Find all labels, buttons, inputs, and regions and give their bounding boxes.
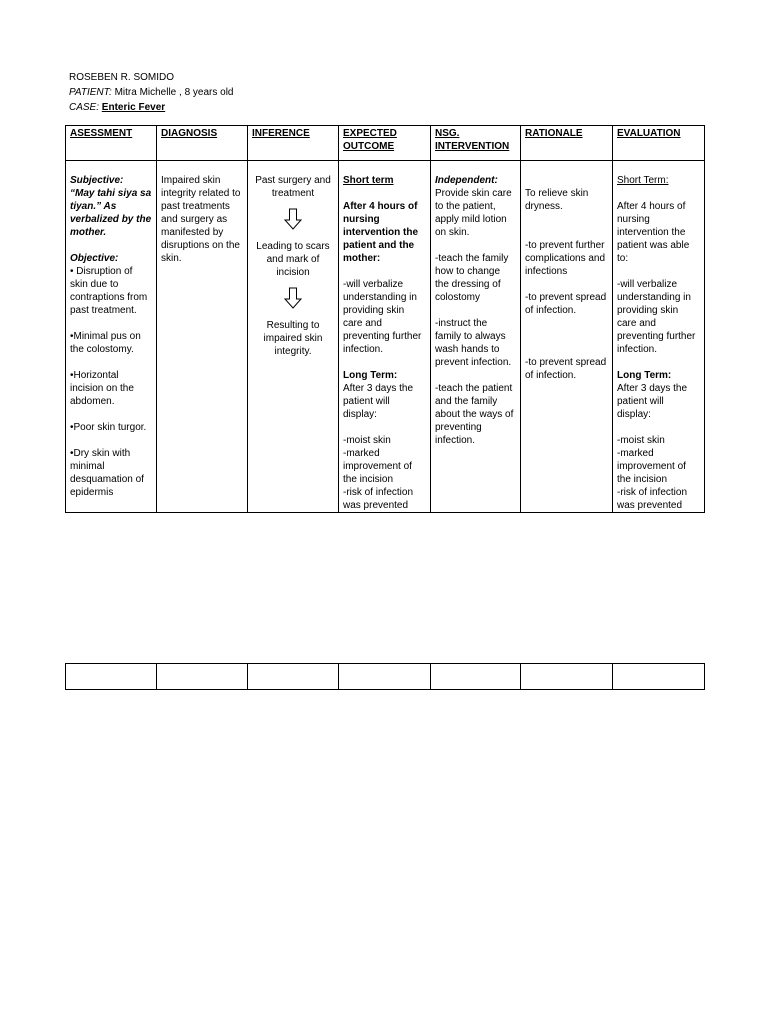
table-header-row — [66, 126, 705, 161]
empty-cell — [66, 664, 157, 690]
rationale-item: -to prevent spread of infection. — [525, 357, 607, 381]
inference-step: Resulting to impaired skin integrity. — [263, 320, 323, 357]
long-term-item: -marked improvement of the incision — [343, 448, 412, 485]
intervention-item: -instruct the family to always wash hands to prevent infection. — [435, 318, 512, 368]
patient-value: Mitra Michelle , 8 years old — [114, 87, 234, 98]
down-arrow-icon — [284, 287, 302, 309]
rationale-item: To relieve skin dryness. — [525, 188, 589, 212]
diagnosis-cell — [157, 161, 248, 513]
empty-cell — [521, 664, 613, 690]
diagnosis-text: Impaired skin integrity related to past treatments and surgery as manifested by disruptions on the skin. — [161, 175, 241, 264]
assessment-cell — [66, 161, 157, 513]
long-term-label: Long Term: — [617, 370, 672, 381]
rationale-cell — [521, 161, 613, 513]
case-line — [69, 100, 234, 115]
short-term-label: Short term — [343, 175, 394, 186]
column-header-nsg-intervention: NSG. INTERVENTION — [431, 126, 521, 161]
long-term-text: After 3 days the patient will display: — [617, 383, 688, 420]
short-term-item: -will verbalize understanding in providing skin care and preventing further infection. — [343, 279, 422, 355]
care-plan-table — [65, 125, 705, 513]
assessment-item: •Horizontal incision on the abdomen. — [70, 370, 134, 407]
intervention-item: -teach the family how to change the dressing of colostomy — [435, 253, 509, 303]
subjective-label: Subjective: — [70, 175, 124, 186]
intervention-item: Provide skin care to the patient, apply mild lotion on skin. — [435, 188, 512, 238]
empty-cell — [339, 664, 431, 690]
empty-cell — [613, 664, 705, 690]
assessment-item: •Minimal pus on the colostomy. — [70, 331, 141, 355]
patient-label: PATIENT: — [69, 87, 112, 98]
inference-cell — [248, 161, 339, 513]
column-header-diagnosis: DIAGNOSIS — [157, 126, 248, 161]
column-header-assessment: ASESSMENT — [66, 126, 157, 161]
case-label: CASE: — [69, 102, 100, 113]
long-term-item: -marked improvement of the incision — [617, 448, 686, 485]
patient-line — [69, 85, 234, 100]
short-term-text: After 4 hours of nursing intervention the patient was able to: — [617, 201, 690, 264]
intervention-item: -teach the patient and the family about the ways of preventing infection. — [435, 383, 514, 446]
assessment-item: • Disruption of skin due to contraptions from past treatment. — [70, 266, 148, 316]
empty-table — [65, 663, 705, 690]
long-term-item: -risk of infection was prevented — [617, 487, 688, 511]
rationale-item: -to prevent spread of infection. — [525, 292, 607, 316]
assessment-item: •Dry skin with minimal desquamation of epidermis — [70, 448, 144, 498]
inference-step: Past surgery and treatment — [255, 175, 331, 199]
long-term-item: -risk of infection was prevented — [343, 487, 414, 511]
table-row — [66, 161, 705, 513]
empty-cell — [248, 664, 339, 690]
assessment-item: •Poor skin turgor. — [70, 422, 147, 433]
column-header-rationale: RATIONALE — [521, 126, 613, 161]
long-term-label: Long Term: — [343, 370, 398, 381]
empty-cell — [157, 664, 248, 690]
rationale-item: -to prevent further complications and infections — [525, 240, 606, 277]
expected-outcome-cell — [339, 161, 431, 513]
empty-cell — [431, 664, 521, 690]
case-value: Enteric Fever — [101, 102, 166, 113]
inference-step: Leading to scars and mark of incision — [256, 241, 330, 278]
column-header-evaluation: EVALUATION — [613, 126, 705, 161]
long-term-item: -moist skin — [617, 435, 665, 446]
column-header-expected-outcome: EXPECTED OUTCOME — [339, 126, 431, 161]
author-name: ROSEBEN R. SOMIDO — [69, 72, 175, 83]
subjective-text: “May tahi siya sa tiyan.” As verbalized by the mother. — [70, 188, 152, 238]
short-term-text: After 4 hours of nursing intervention the patient and the mother: — [343, 201, 419, 264]
long-term-text: After 3 days the patient will display: — [343, 383, 414, 420]
long-term-item: -moist skin — [343, 435, 391, 446]
objective-label: Objective: — [70, 253, 119, 264]
column-header-inference: INFERENCE — [248, 126, 339, 161]
independent-label: Independent: — [435, 175, 498, 186]
document-header — [69, 70, 234, 115]
table-row — [66, 664, 705, 690]
evaluation-cell — [613, 161, 705, 513]
short-term-item: -will verbalize understanding in providing skin care and preventing further infection. — [617, 279, 696, 355]
intervention-cell — [431, 161, 521, 513]
short-term-label: Short Term: — [617, 175, 669, 186]
down-arrow-icon — [284, 208, 302, 230]
